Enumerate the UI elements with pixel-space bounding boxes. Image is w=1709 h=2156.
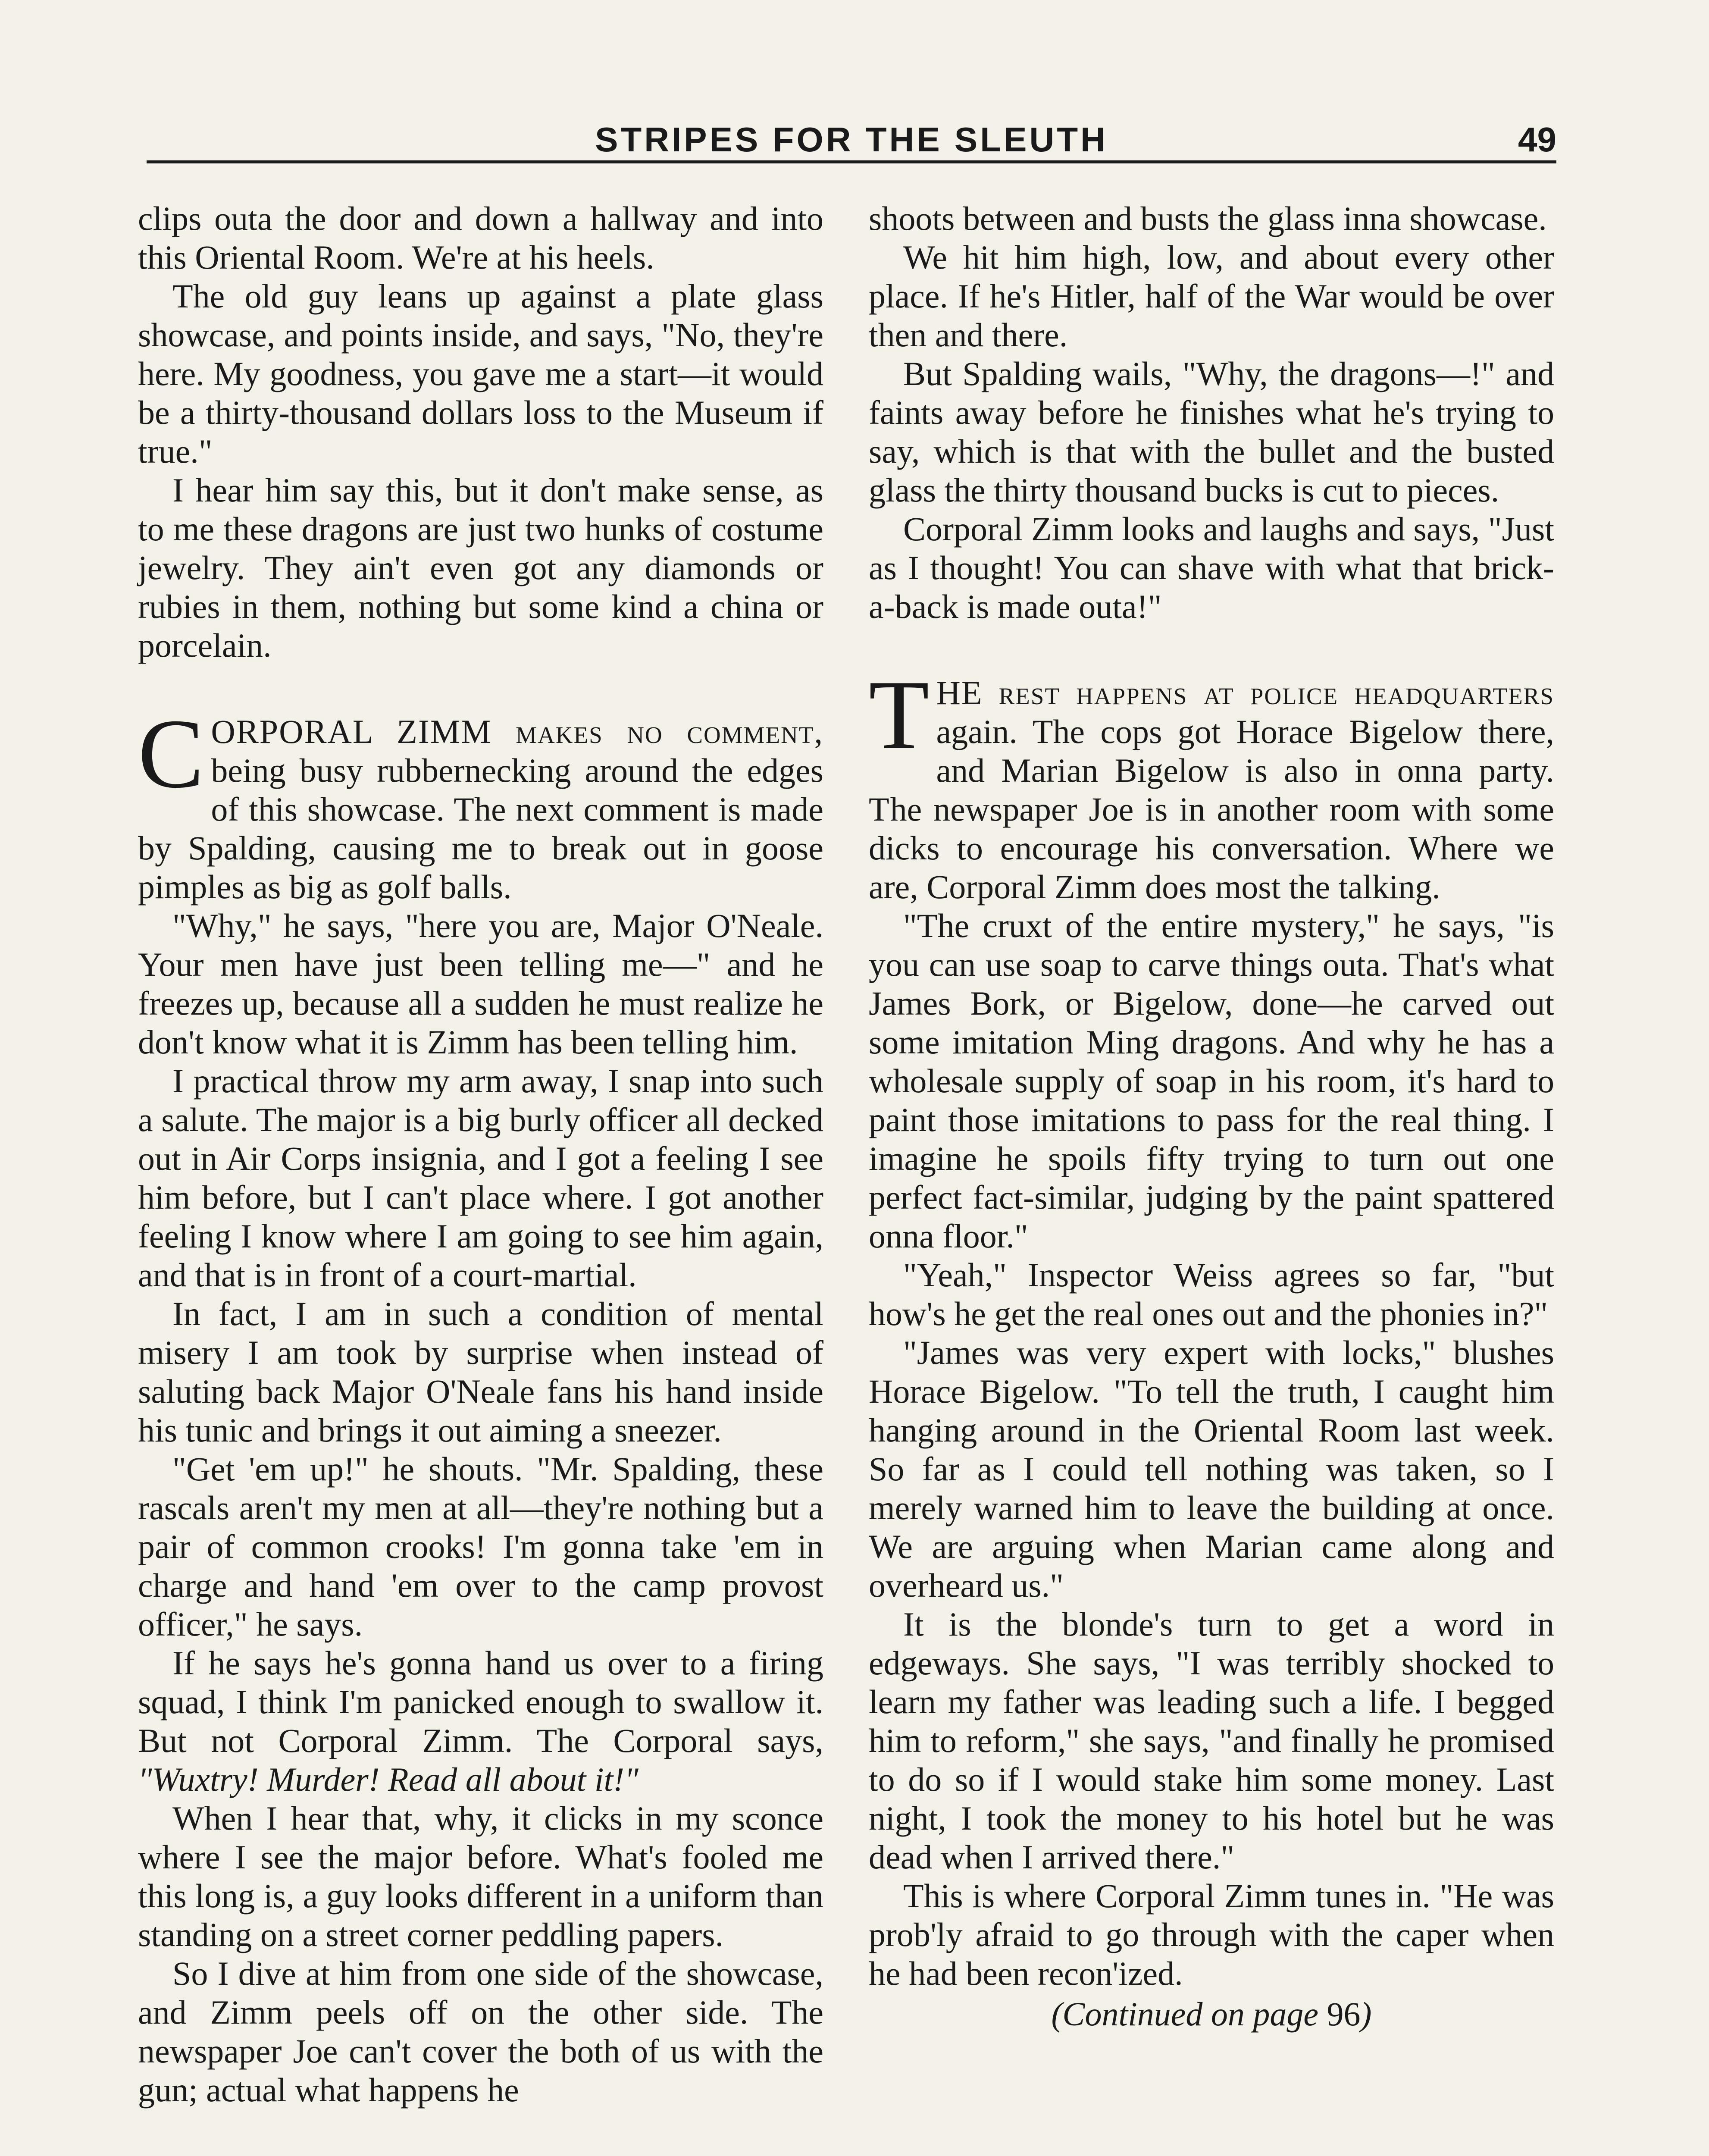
continued-page: 96 [1327,1995,1361,2033]
running-title: STRIPES FOR THE SLEUTH [595,120,1108,159]
paragraph: But Spalding wails, "Why, the dragons—!" and faints away before he finishes what he's trying to say, which is that with the bullet and the busted glass the thirty thousand bucks is cut to pieces. [869,355,1554,509]
paragraph: "Why," he says, "here you are, Major O'Neale. Your men have just been telling me—" and he freezes up, because all a sudden he must realize he don't know what it is Zimm has been telling him. [138,907,823,1061]
paragraph-text: If he says he's gonna hand us over to a firing squad, I think I'm panicked enough to swallow it. But not Corporal Zimm. The Corporal says, [138,1644,823,1759]
paragraph: Corporal Zimm looks and laughs and says, "Just as I thought! You can shave with what that brick-a-back is made outa!" [869,510,1554,625]
continued-note [869,1995,1554,2034]
paragraph: clips outa the door and down a hallway and into this Oriental Room. We're at his heels. [138,200,823,276]
section-opening-paragraph [138,699,823,906]
paragraph: We hit him high, low, and about every other place. If he's Hitler, half of the War would be over then and there. [869,238,1554,354]
paragraph: The old guy leans up against a plate glass showcase, and points inside, and says, "No, they're here. My goodness, you gave me a start—it would be a thirty-thousand dollars loss to the Museum if true." [138,277,823,470]
paragraph: In fact, I am in such a condition of mental misery I am took by surprise when instead of saluting back Major O'Neale fans his hand inside his tunic and brings it out aiming a sneezer. [138,1295,823,1449]
paragraph: "The cruxt of the entire mystery," he says, "is you can use soap to carve things outa. That's what James Bork, or Bigelow, done—he carved out some imitation Ming dragons. And why he has a wholesale supply of soap in his room, it's hard to paint those imitations to pass for the real thing. I imagine he spoils fifty trying to turn out one perfect fact-similar, judging by the paint spattered onna floor." [869,907,1554,1255]
paragraph: shoots between and busts the glass inna showcase. [869,200,1547,237]
drop-cap: T [869,660,930,770]
continued-close: ) [1360,1995,1372,2033]
continued-label: (Continued on page [1051,1995,1327,2033]
paragraph: "Yeah," Inspector Weiss agrees so far, "but how's he get the real ones out and the phonies in?" [869,1256,1554,1332]
paragraph: I hear him say this, but it don't make sense, as to me these dragons are just two hunks of costume jewelry. They ain't even got any diamonds or rubies in them, nothing but some kind a china or porcelain. [138,471,823,664]
drop-cap: C [138,699,204,808]
page-header [147,117,1556,163]
right-column [869,199,1554,2034]
left-column [138,199,823,2109]
paragraph [138,1644,823,1799]
section-opening-text: HE rest happens at police headquarters again. The cops got Horace Bigelow there, and Marian Bigelow is also in onna party. The newspaper Joe is in another room with some dicks to encourage his conversation. Where we are, Corporal Zimm does most the talking. [869,674,1554,906]
page-number: 49 [1518,120,1556,159]
paragraph: "James was very expert with locks," blushes Horace Bigelow. "To tell the truth, I caught him hanging around in the Oriental Room last week. So far as I could tell nothing was taken, so I merely warned him to leave the building at once. We are arguing when Marian came along and overheard us." [869,1334,1554,1604]
paragraph: "Get 'em up!" he shouts. "Mr. Spalding, these rascals aren't my men at all—they're nothing but a pair of common crooks! I'm gonna take 'em in charge and hand 'em over to the camp provost officer," he says. [138,1450,823,1643]
section-opening-text: ORPORAL ZIMM makes no comment, being busy rubbernecking around the edges of this showcase. The next comment is made by Spalding, causing me to break out in goose pimples as big as golf balls. [138,713,823,906]
section-opening-paragraph [869,660,1554,906]
paragraph: It is the blonde's turn to get a word in edgeways. She says, "I was terribly shocked to learn my father was leading such a life. I begged him to reform," she says, "and finally he promised to do so if I would stake him some money. Last night, I took the money to his hotel but he was dead when I arrived there." [869,1605,1554,1876]
paragraph: When I hear that, why, it clicks in my sconce where I see the major before. What's fooled me this long is, a guy looks different in a uniform than standing on a street corner peddling papers. [138,1799,823,1953]
paragraph: I practical throw my arm away, I snap into such a salute. The major is a big burly officer all decked out in Air Corps insignia, and I got a feeling I see him before, but I can't place where. I got another feeling I know where I am going to see him again, and that is in front of a court-martial. [138,1062,823,1294]
italic-quote: "Wuxtry! Murder! Read all about it!" [138,1761,639,1798]
paragraph: This is where Corporal Zimm tunes in. "He was prob'ly afraid to go through with the caper when he had been recon'ized. [869,1877,1554,1992]
paragraph: So I dive at him from one side of the showcase, and Zimm peels off on the other side. The newspaper Joe can't cover the both of us with the gun; actual what happens he [138,1955,823,2109]
